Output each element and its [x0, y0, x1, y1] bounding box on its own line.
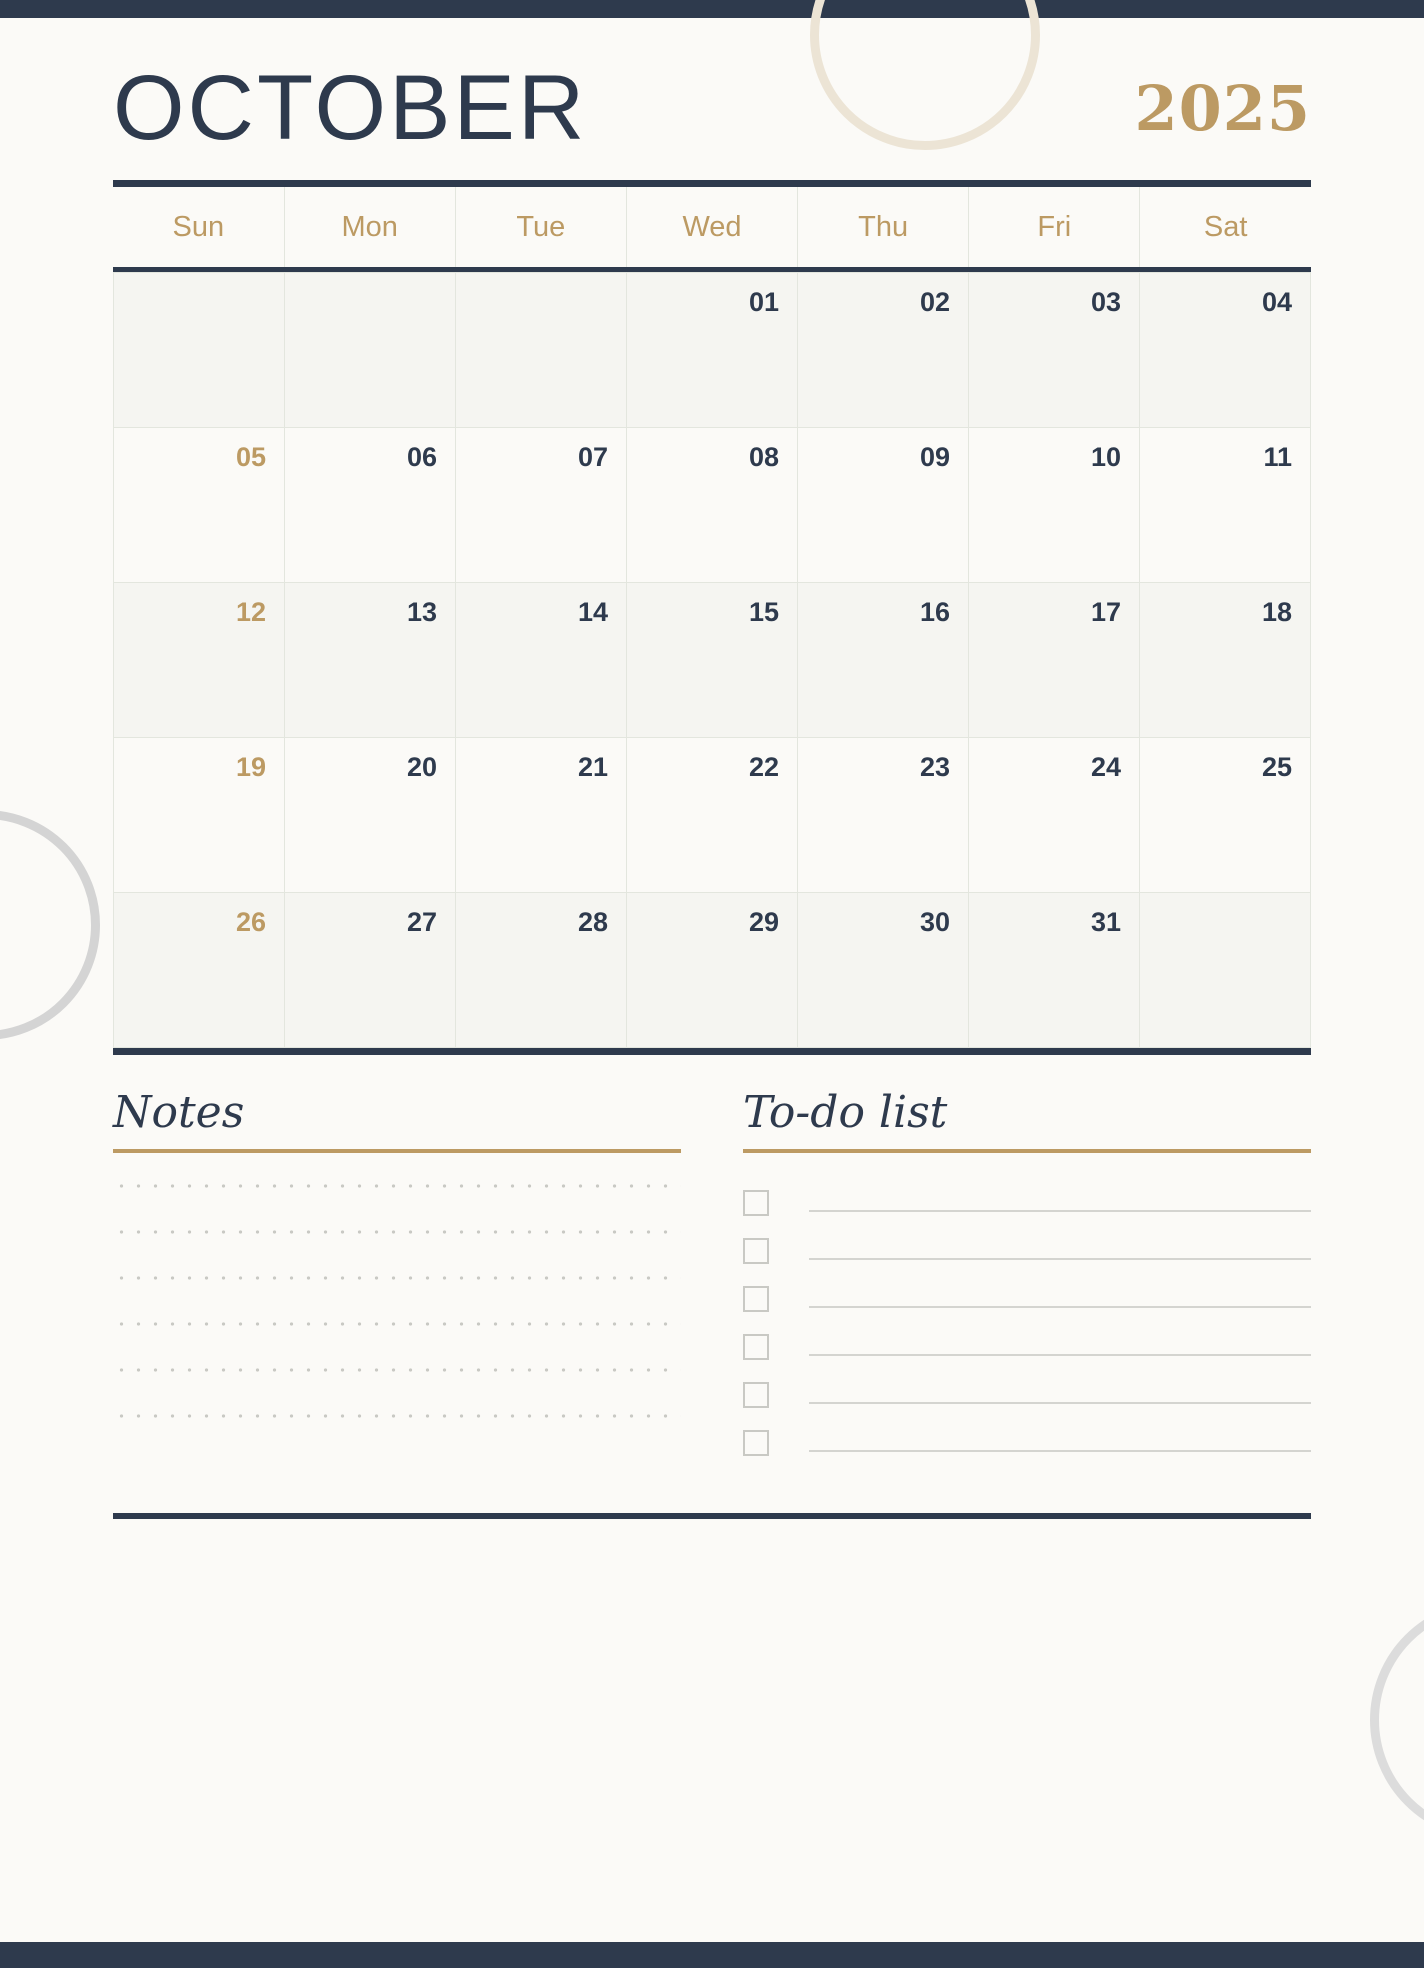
calendar-day-cell[interactable]: 26	[114, 893, 285, 1048]
calendar-day-cell[interactable]: 06	[285, 428, 456, 583]
calendar-day-cell[interactable]: 15	[627, 583, 798, 738]
todo-writing-line[interactable]	[809, 1210, 1311, 1212]
calendar-day-cell[interactable]: 13	[285, 583, 456, 738]
weekday-header-wed: Wed	[626, 187, 797, 267]
notes-line[interactable]	[113, 1275, 681, 1281]
calendar-week-row	[114, 583, 1311, 738]
weekday-header-thu: Thu	[798, 187, 969, 267]
calendar-day-cell[interactable]: 20	[285, 738, 456, 893]
todo-writing-line[interactable]	[809, 1306, 1311, 1308]
notes-line[interactable]	[113, 1321, 681, 1327]
weekday-header-row	[113, 187, 1311, 267]
calendar-day-cell[interactable]: 19	[114, 738, 285, 893]
notes-lines[interactable]	[113, 1183, 681, 1419]
todo-writing-line[interactable]	[809, 1354, 1311, 1356]
calendar-day-cell[interactable]: 18	[1140, 583, 1311, 738]
weekday-header-mon: Mon	[284, 187, 455, 267]
weekday-header-fri: Fri	[969, 187, 1140, 267]
month-title: OCTOBER	[113, 57, 588, 159]
calendar-day-cell[interactable]: 31	[969, 893, 1140, 1048]
notes-panel	[113, 1089, 681, 1467]
calendar-top-rule	[113, 180, 1311, 187]
calendar-week-row	[114, 738, 1311, 893]
calendar-day-cell[interactable]: 29	[627, 893, 798, 1048]
todo-row[interactable]	[743, 1323, 1311, 1371]
calendar-day-cell[interactable]: 16	[798, 583, 969, 738]
calendar-day-cell[interactable]: 11	[1140, 428, 1311, 583]
footer-rule	[113, 1513, 1311, 1519]
calendar-day-cell[interactable]: 07	[456, 428, 627, 583]
calendar-day-cell[interactable]: 30	[798, 893, 969, 1048]
todo-writing-line[interactable]	[809, 1258, 1311, 1260]
calendar-day-cell[interactable]	[1140, 893, 1311, 1048]
notes-line[interactable]	[113, 1413, 681, 1419]
calendar-day-cell[interactable]: 14	[456, 583, 627, 738]
page-content	[113, 0, 1311, 1519]
calendar-body	[113, 272, 1311, 1048]
calendar-day-cell[interactable]: 22	[627, 738, 798, 893]
todo-rows	[743, 1179, 1311, 1467]
weekday-header-sat: Sat	[1140, 187, 1311, 267]
calendar-day-cell[interactable]: 24	[969, 738, 1140, 893]
calendar-table	[113, 187, 1311, 267]
todo-checkbox[interactable]	[743, 1334, 769, 1360]
todo-row[interactable]	[743, 1371, 1311, 1419]
calendar-day-cell[interactable]: 05	[114, 428, 285, 583]
calendar-day-cell[interactable]: 25	[1140, 738, 1311, 893]
calendar-day-cell[interactable]: 28	[456, 893, 627, 1048]
calendar-day-cell[interactable]: 21	[456, 738, 627, 893]
calendar-day-cell[interactable]: 10	[969, 428, 1140, 583]
notes-line[interactable]	[113, 1229, 681, 1235]
notes-title-rule	[113, 1149, 681, 1153]
notes-line[interactable]	[113, 1183, 681, 1189]
todo-checkbox[interactable]	[743, 1190, 769, 1216]
decorative-circle-left	[0, 810, 100, 1040]
todo-row[interactable]	[743, 1179, 1311, 1227]
calendar-week-row	[114, 273, 1311, 428]
calendar-bottom-rule	[113, 1048, 1311, 1055]
calendar-day-cell[interactable]: 03	[969, 273, 1140, 428]
todo-checkbox[interactable]	[743, 1430, 769, 1456]
bottom-section	[113, 1089, 1311, 1467]
weekday-header-sun: Sun	[113, 187, 284, 267]
calendar-day-cell[interactable]	[456, 273, 627, 428]
year-title: 2025	[1134, 72, 1311, 145]
calendar-day-cell[interactable]	[114, 273, 285, 428]
page-header	[113, 0, 1311, 180]
bottom-bar	[0, 1942, 1424, 1968]
todo-title-rule	[743, 1149, 1311, 1153]
calendar-week-row	[114, 893, 1311, 1048]
todo-panel	[743, 1089, 1311, 1467]
calendar-day-cell[interactable]: 01	[627, 273, 798, 428]
calendar-day-cell[interactable]: 27	[285, 893, 456, 1048]
notes-title: Notes	[113, 1087, 245, 1138]
calendar-week-row	[114, 428, 1311, 583]
todo-checkbox[interactable]	[743, 1238, 769, 1264]
todo-row[interactable]	[743, 1227, 1311, 1275]
calendar-day-cell[interactable]: 08	[627, 428, 798, 583]
calendar-day-cell[interactable]: 04	[1140, 273, 1311, 428]
todo-checkbox[interactable]	[743, 1382, 769, 1408]
todo-row[interactable]	[743, 1275, 1311, 1323]
calendar-day-cell[interactable]	[285, 273, 456, 428]
notes-line[interactable]	[113, 1367, 681, 1373]
weekday-header-tue: Tue	[455, 187, 626, 267]
decorative-circle-right	[1370, 1600, 1424, 1840]
todo-writing-line[interactable]	[809, 1402, 1311, 1404]
calendar-day-cell[interactable]: 12	[114, 583, 285, 738]
todo-row[interactable]	[743, 1419, 1311, 1467]
calendar-day-cell[interactable]: 17	[969, 583, 1140, 738]
calendar-day-cell[interactable]: 09	[798, 428, 969, 583]
calendar-day-cell[interactable]: 02	[798, 273, 969, 428]
todo-writing-line[interactable]	[809, 1450, 1311, 1452]
todo-checkbox[interactable]	[743, 1286, 769, 1312]
calendar-day-cell[interactable]: 23	[798, 738, 969, 893]
todo-title: To-do list	[743, 1087, 948, 1138]
